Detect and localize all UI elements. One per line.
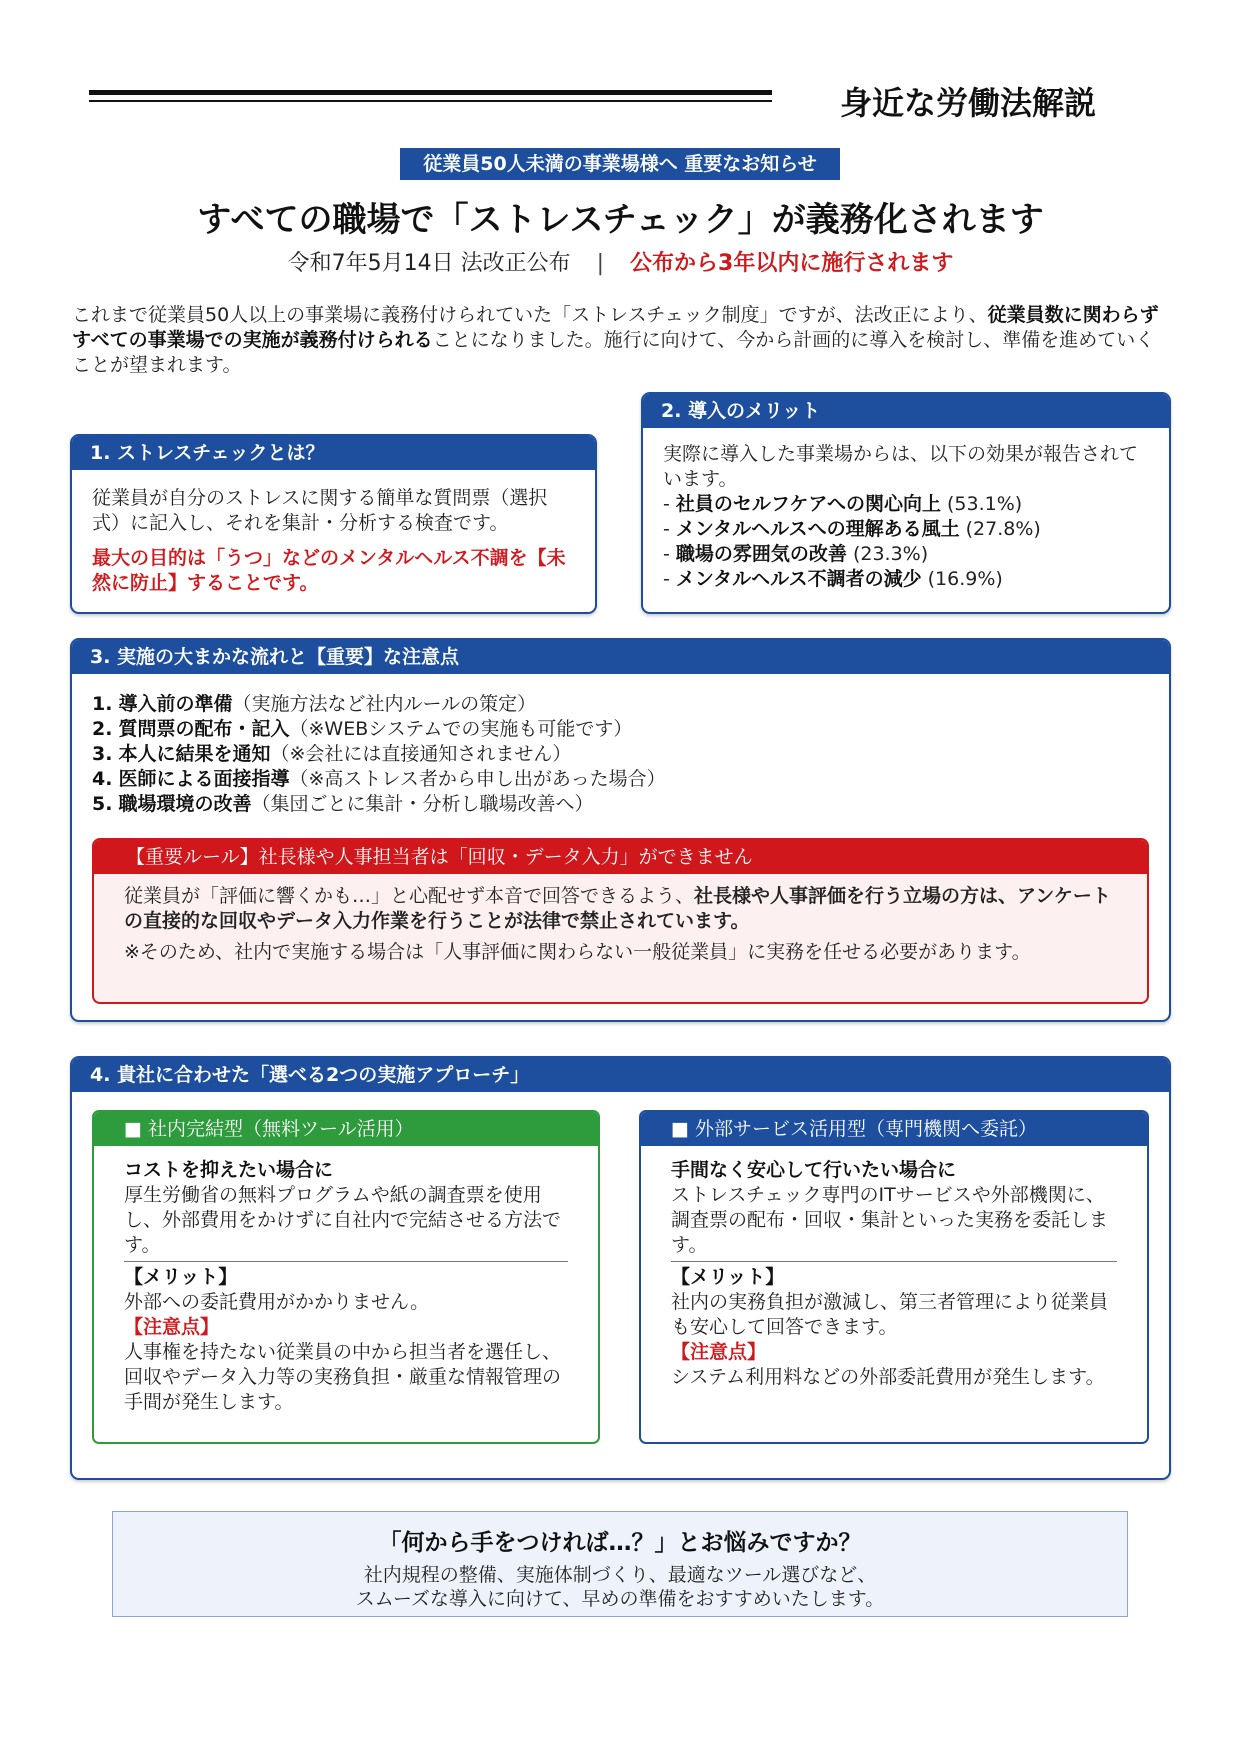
flow-step: 4. 医師による面接指導（※高ストレス者から申し出があった場合） [92,768,666,790]
important-rule-box [92,838,1149,1004]
inhouse-caution: 人事権を持たない従業員の中から担当者を選任し、回収やデータ入力等の実務負担・厳重な情報管理の手間が発生します。 [124,1341,562,1413]
important-rule-title: 【重要ルール】社長様や人事担当者は「回収・データ入力」ができません [94,840,1147,874]
section-1-body: 従業員が自分のストレスに関する簡単な質問票（選択式）に記入し、それを集計・分析する検査です。 [92,487,548,534]
inhouse-divider [124,1261,568,1262]
external-lead: 手間なく安心して行いたい場合に [671,1159,957,1181]
enforcement-note: 公布から3年以内に施行されます [630,251,954,276]
header-title: 身近な労働法解説 [840,84,1097,122]
subline [0,246,1241,277]
header-rule-thin [89,100,772,102]
flow-step: 2. 質問票の配布・記入（※WEBシステムでの実施も可能です） [92,718,633,740]
merit-item: - 職場の雰囲気の改善 (23.3%) [663,543,929,565]
subline-separator: | [596,251,605,276]
section-2-title: 2. 導入のメリット [643,394,1169,428]
notice-badge: 従業員50人未満の事業場様へ 重要なお知らせ [400,148,840,180]
inhouse-desc: 厚生労働省の無料プログラムや紙の調査票を使用し、外部費用をかけずに自社内で完結させる方法です。 [124,1184,562,1256]
important-rule-text-2: ※そのため、社内で実施する場合は「人事評価に関わらない一般従業員」に実務を任せる必要があります。 [124,941,1031,963]
merit-item: - メンタルヘルス不調者の減少 (16.9%) [663,568,1003,590]
section-3-title: 3. 実施の大まかな流れと【重要】な注意点 [72,640,1169,674]
inhouse-merit: 外部への委託費用がかかりません。 [124,1291,430,1313]
section-1-title: 1. ストレスチェックとは？ [72,436,595,470]
external-approach-title: ■ 外部サービス活用型（専門機関へ委託） [641,1112,1147,1146]
inhouse-caution-label: 【注意点】 [124,1316,220,1338]
external-merit-label: 【メリット】 [671,1266,785,1288]
section-2-intro: 実際に導入した事業場からは、以下の効果が報告されています。 [663,443,1139,490]
section-1-box [70,434,597,614]
consultation-box [112,1511,1128,1617]
merit-item: - メンタルヘルスへの理解ある風土 (27.8%) [663,518,1041,540]
promulgation-date: 令和7年5月14日 法改正公布 [287,251,571,276]
inhouse-merit-label: 【メリット】 [124,1266,238,1288]
section-3-box [70,638,1171,1022]
intro-text-1: これまで従業員50人以上の事業場に義務付けられていた「ストレスチェック制度」ですが、法改正により、 [72,304,988,326]
flow-step: 3. 本人に結果を通知（※会社には直接通知されません） [92,743,572,765]
flow-steps [92,692,1149,817]
inhouse-lead: コストを抑えたい場合に [124,1159,334,1181]
intro-text-bold: 従業員数に関わらずすべての事業場での実施が義務付けられる [72,304,1159,351]
external-caution: システム利用料などの外部委託費用が発生します。 [671,1366,1105,1388]
flow-step: 5. 職場環境の改善（集団ごとに集計・分析し職場改善へ） [92,793,594,815]
section-4-box [70,1056,1171,1480]
external-approach-box [639,1110,1149,1444]
flow-step: 1. 導入前の準備（実施方法など社内ルールの策定） [92,693,537,715]
external-caution-label: 【注意点】 [671,1341,767,1363]
header-rule-thick [89,90,772,95]
intro-text-2: ことになりました。施行に向けて、今から計画的に導入を検討し、準備を進めていくことが望まれます。 [72,329,1155,376]
section-4-title: 4. 貴社に合わせた「選べる2つの実施アプローチ」 [72,1058,1169,1092]
merit-list [663,492,1149,592]
important-rule-text-1: 従業員が「評価に響くかも…」と心配せず本音で回答できるよう、社長様や人事評価を行う立場の方は、アンケートの直接的な回収やデータ入力作業を行うことが法律で禁止されています。 [124,885,1111,932]
external-merit: 社内の実務負担が激減し、第三者管理により従業員も安心して回答できます。 [671,1291,1109,1338]
inhouse-approach-box [92,1110,600,1444]
consultation-line-1: 社内規程の整備、実施体制づくり、最適なツール選びなど、 [363,1564,877,1586]
consultation-line-2: スムーズな導入に向けて、早めの準備をおすすめいたします。 [355,1588,885,1610]
main-title: すべての職場で「ストレスチェック」が義務化されます [197,200,1044,240]
consultation-title: 「何から手をつければ…？」とお悩みですか？ [378,1530,862,1556]
external-desc: ストレスチェック専門のITサービスや外部機関に、調査票の配布・回収・集計といった実務を委託します。 [671,1184,1109,1256]
external-divider [671,1261,1117,1262]
merit-item: - 社員のセルフケアへの関心向上 (53.1%) [663,493,1023,515]
section-2-box [641,392,1171,614]
section-1-highlight: 最大の目的は「うつ」などのメンタルヘルス不調を【未然に防止】することです。 [92,547,566,594]
inhouse-approach-title: ■ 社内完結型（無料ツール活用） [94,1112,598,1146]
intro-paragraph [72,303,1172,378]
